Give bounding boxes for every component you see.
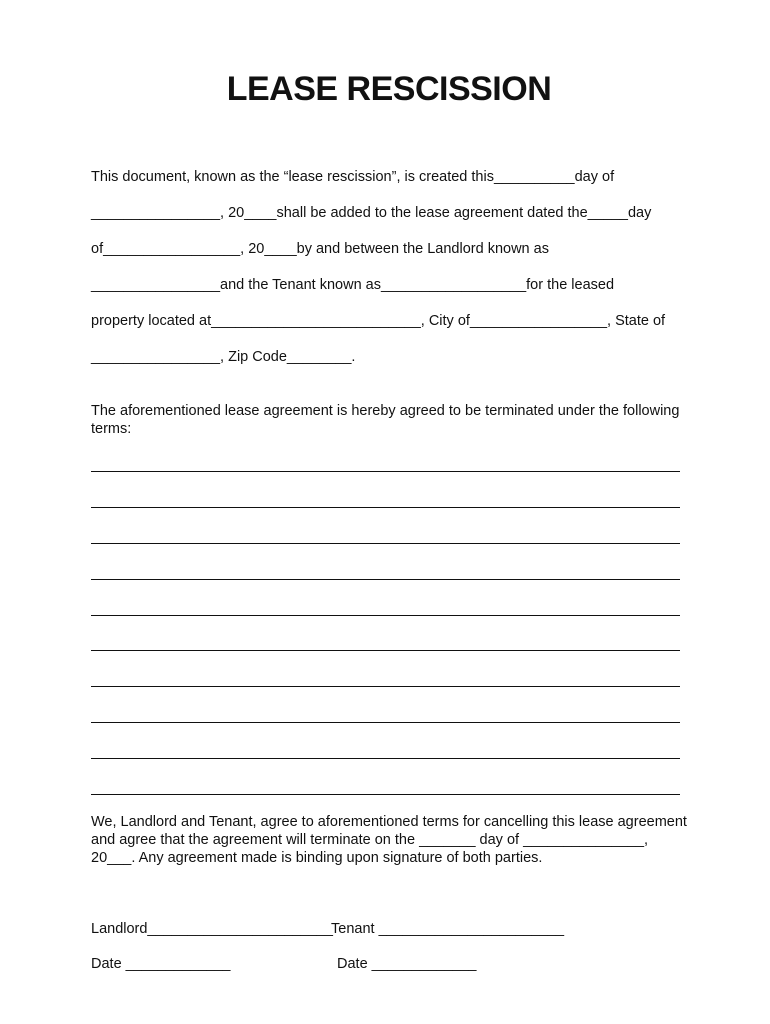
terms-line[interactable] xyxy=(91,686,680,687)
terms-line[interactable] xyxy=(91,543,680,544)
tenant-date-field[interactable]: Date _____________ xyxy=(337,956,477,972)
agreement-paragraph: We, Landlord and Tenant, agree to aforementioned terms for cancelling this lease agreement and agree that the agreement will terminate on the _______ day of _______________, 20___. Any agreement made is binding upon signature of both parties. xyxy=(91,814,687,866)
terms-line[interactable] xyxy=(91,650,680,651)
intro-line-2: ________________, 20____shall be added to the lease agreement dated the_____day xyxy=(91,205,652,221)
landlord-signature-field[interactable]: Landlord_______________________ xyxy=(91,921,333,937)
intro-line-5: property located at__________________________, City of_________________, State of xyxy=(91,313,666,329)
intro-line-4: ________________and the Tenant known as__________________for the leased xyxy=(91,277,615,293)
terms-line[interactable] xyxy=(91,615,680,616)
tenant-signature-field[interactable]: Tenant _______________________ xyxy=(331,921,565,937)
terms-line[interactable] xyxy=(91,722,680,723)
terms-line[interactable] xyxy=(91,507,680,508)
terms-line[interactable] xyxy=(91,794,680,795)
terms-line[interactable] xyxy=(91,471,680,472)
intro-line-1: This document, known as the “lease rescission”, is created this__________day of xyxy=(91,169,615,185)
terms-line[interactable] xyxy=(91,579,680,580)
landlord-date-field[interactable]: Date _____________ xyxy=(91,956,231,972)
terms-line[interactable] xyxy=(91,758,680,759)
intro-line-6: ________________, Zip Code________. xyxy=(91,349,356,365)
intro-line-3: of_________________, 20____by and between the Landlord known as xyxy=(91,241,549,257)
terms-intro: The aforementioned lease agreement is hereby agreed to be terminated under the following terms: xyxy=(91,403,680,437)
document-title: LEASE RESCISSION xyxy=(226,70,552,108)
